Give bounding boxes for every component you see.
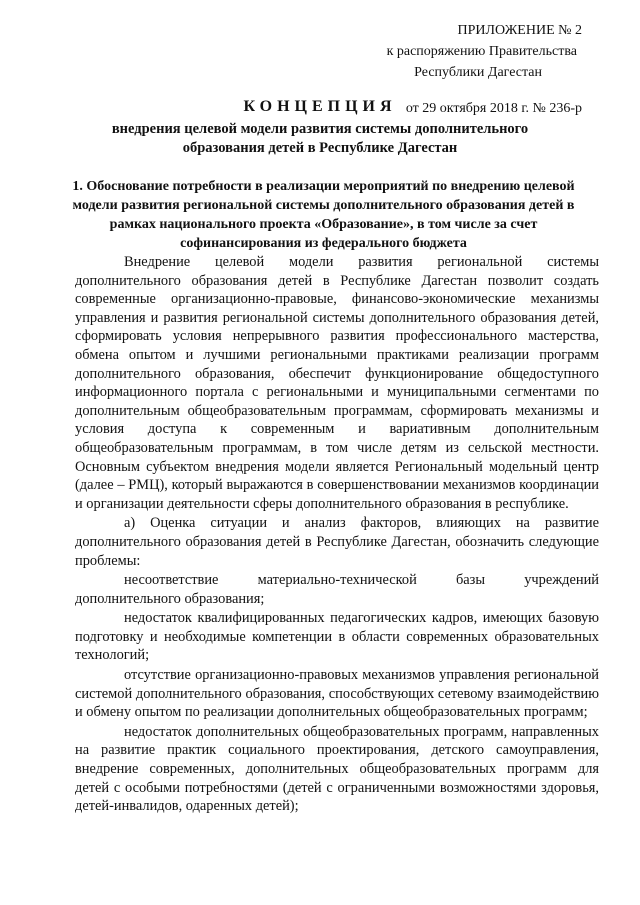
- paragraph: а) Оценка ситуации и анализ факторов, влияющих на развитие дополнительного образования детей в Республике Дагестан, обозначить следующие проблемы:: [75, 515, 599, 569]
- paragraph: Внедрение целевой модели развития региональной системы дополнительного образования детей в Республике Дагестан позволит создать современные организационно-правовые, финансово-экономические механизмы управления и развития региональной системы дополнительного образования детей, сформировать условия непрерывного развития профессионального мастерства, обмена опытом и лучшими региональными практиками реализации программ дополнительного образования, обеспечит функционирование общедоступного информационного портала с региональными и муниципальными сегментами по дополнительным общеобразовательным программам, сформировать механизмы и условия доступа к современным и вариативным дополнительным общеобразовательным программам, в том числе детям из сельской местности. Основным субъектом внедрения модели является Региональный модельный центр (далее – РМЦ), который выражаются в совершенствовании механизмов координации и организации деятельности сферы дополнительного образования в республике.: [75, 254, 599, 512]
- problem-item: недостаток квалифицированных педагогических кадров, имеющих базовую подготовку и необходимые компетенции в области современных образовательных технологий;: [75, 610, 599, 664]
- problem-item: недостаток дополнительных общеобразовательных программ, направленных на развитие практик социального проектирования, детского самоуправления, внедрение современных, дополнительных общеобразовательных программ для детей с особыми потребностями (детей с ограниченными возможностями здоровья, детей-инвалидов, одаренных детей);: [75, 723, 599, 815]
- section-heading: 1. Обоснование потребности в реализации мероприятий по внедрению целевой модели развития региональной системы дополнительного образования детей в рамках национального проекта «Образование», в том числе за счет софинансирования из федерального бюджета: [72, 179, 575, 251]
- problem-item: несоответствие материально-технической базы учреждений дополнительного образования;: [75, 572, 599, 607]
- appendix-order-ref: к распоряжению Правительства: [386, 44, 577, 59]
- document-title: КОНЦЕПЦИЯ: [243, 98, 397, 115]
- appendix-date: от 29 октября 2018 г. № 236-р: [405, 101, 582, 116]
- appendix-issuer: Республики Дагестан: [414, 65, 542, 80]
- document-body: [75, 253, 599, 816]
- problem-item: отсутствие организационно-правовых механизмов управления региональной системой дополнительного образования, способствующих сетевому взаимодействию и обмену опытом по реализации дополнительных общеобразовательных программ;: [75, 667, 599, 721]
- document-subtitle: внедрения целевой модели развития системы дополнительного образования детей в Республике Дагестан: [111, 121, 529, 156]
- appendix-number: ПРИЛОЖЕНИЕ № 2: [457, 23, 582, 38]
